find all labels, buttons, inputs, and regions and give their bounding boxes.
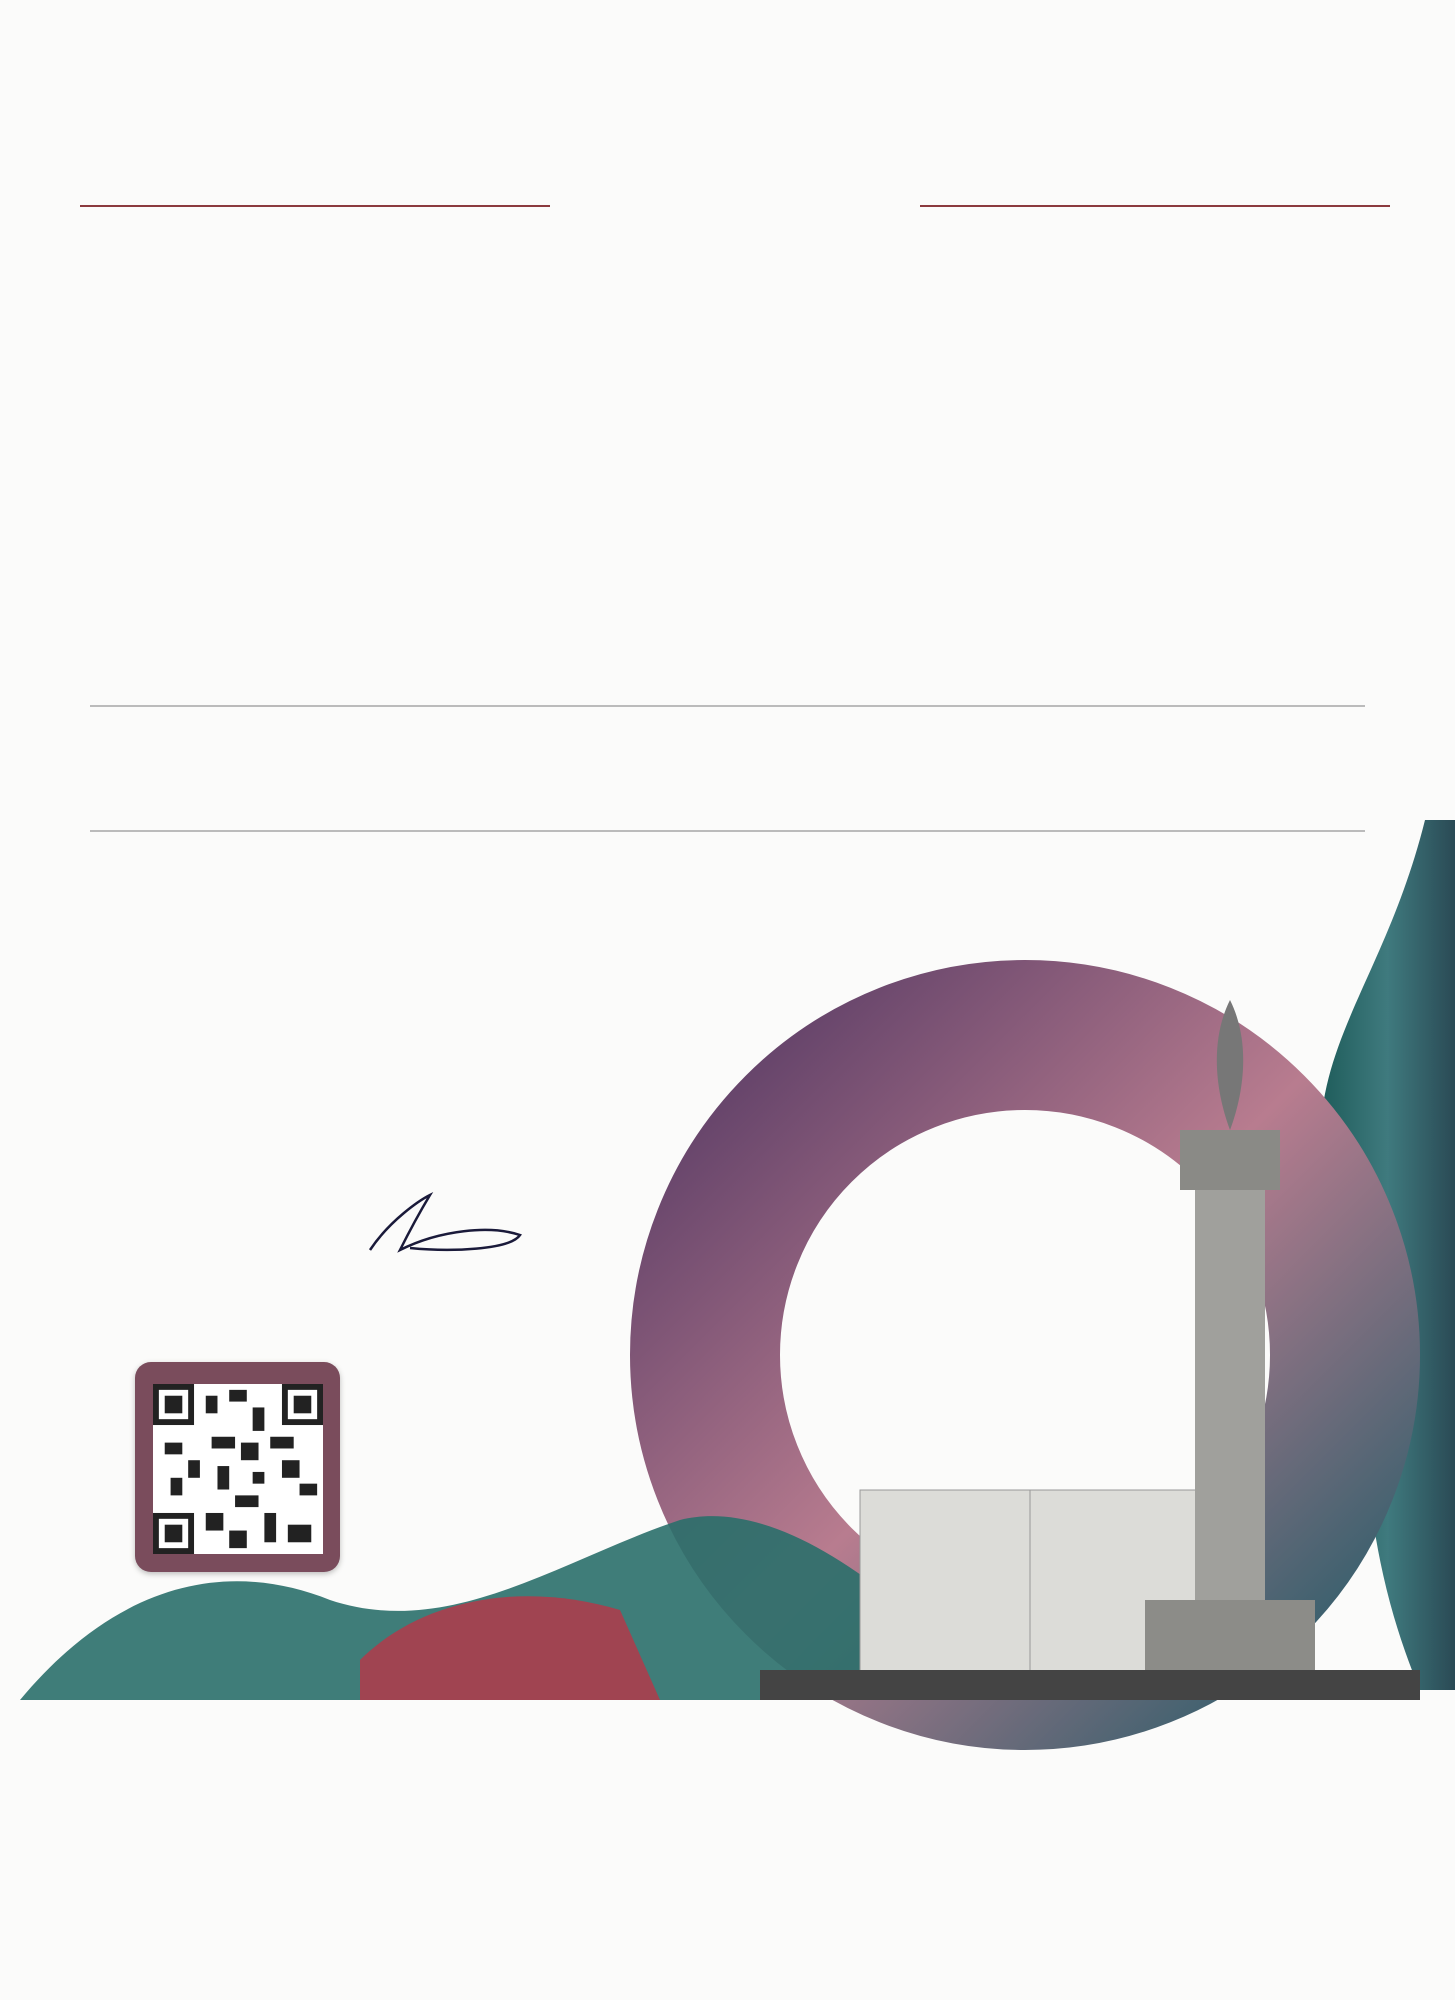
qr-code-pattern	[153, 1384, 323, 1554]
divider	[90, 705, 1365, 707]
decorative-art	[0, 800, 1455, 1800]
qr-code[interactable]	[135, 1362, 340, 1572]
signature	[360, 1180, 540, 1270]
column-capital	[1180, 1130, 1280, 1190]
ground	[760, 1670, 1420, 1700]
column-base	[1145, 1600, 1315, 1670]
divider-left	[80, 205, 550, 207]
column	[1195, 1180, 1265, 1640]
divider-right	[920, 205, 1390, 207]
site-url-banner	[80, 185, 1390, 225]
partner-logos-top	[60, 85, 1400, 180]
